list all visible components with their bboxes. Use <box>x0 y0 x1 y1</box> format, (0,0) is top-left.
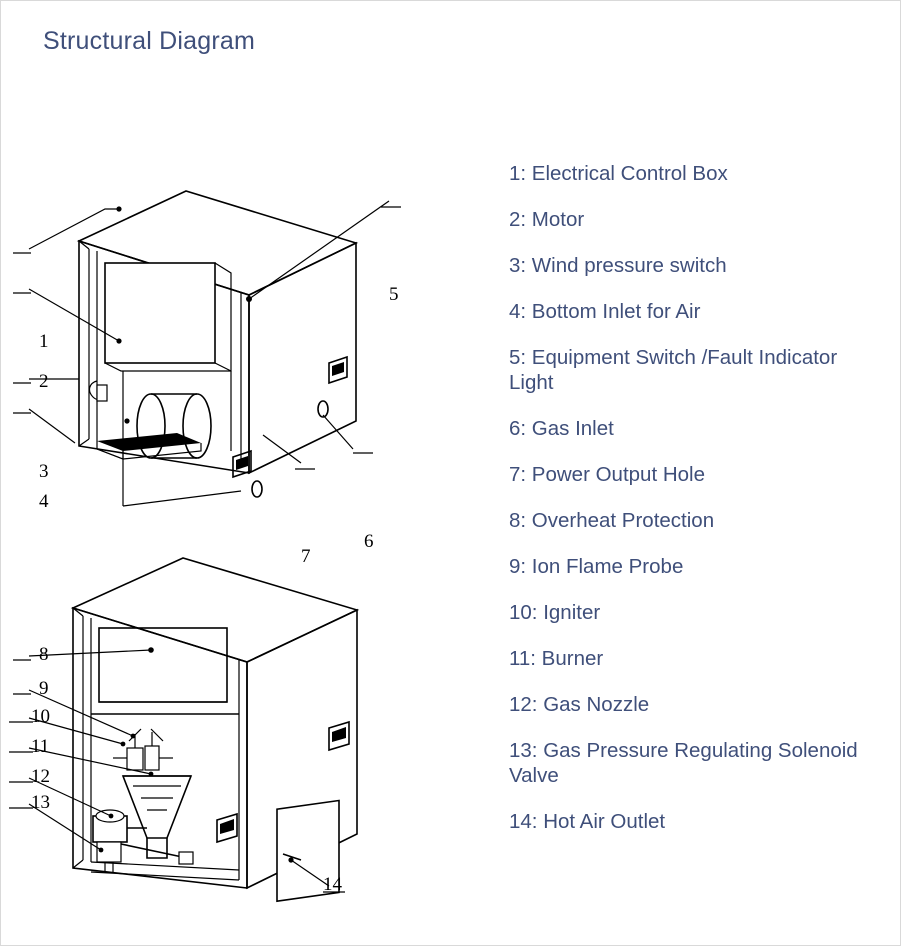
lower-unit-cutaway <box>1 486 501 916</box>
callout-13: 13 <box>31 792 50 813</box>
list-item: 8: Overheat Protection <box>509 509 715 532</box>
list-item: 11: Burner <box>509 647 604 670</box>
callout-12: 12 <box>31 766 50 787</box>
list-item: 9: Ion Flame Probe <box>509 555 684 578</box>
list-item: 6: Gas Inlet <box>509 417 614 440</box>
callout-6: 6 <box>364 531 374 552</box>
callout-8: 8 <box>39 644 49 665</box>
callout-4: 4 <box>39 491 49 512</box>
list-item: 7: Power Output Hole <box>509 463 705 486</box>
diagram-area <box>1 91 501 941</box>
list-item: 10: Igniter <box>509 601 601 624</box>
list-item: 13: Gas Pressure Regulating Solenoid Valve <box>509 739 858 787</box>
list-item: 2: Motor <box>509 208 585 231</box>
callout-2: 2 <box>39 371 49 392</box>
page-title: Structural Diagram <box>43 27 255 55</box>
callout-9: 9 <box>39 678 49 699</box>
callout-5: 5 <box>389 284 399 305</box>
list-item: 14: Hot Air Outlet <box>509 810 666 833</box>
legend-list <box>509 161 879 855</box>
list-item: 4: Bottom Inlet for Air <box>509 300 701 323</box>
upper-unit-cutaway <box>1 91 501 511</box>
callout-1: 1 <box>39 331 49 352</box>
list-item: 12: Gas Nozzle <box>509 693 650 716</box>
callout-7: 7 <box>301 546 311 567</box>
list-item: 3: Wind pressure switch <box>509 254 727 277</box>
callout-14: 14 <box>323 874 342 895</box>
callout-3: 3 <box>39 461 49 482</box>
callout-11: 11 <box>31 736 50 757</box>
list-item: 1: Electrical Control Box <box>509 162 728 185</box>
callout-10: 10 <box>31 706 50 727</box>
list-item: 5: Equipment Switch /Fault Indicator Light <box>509 346 838 394</box>
